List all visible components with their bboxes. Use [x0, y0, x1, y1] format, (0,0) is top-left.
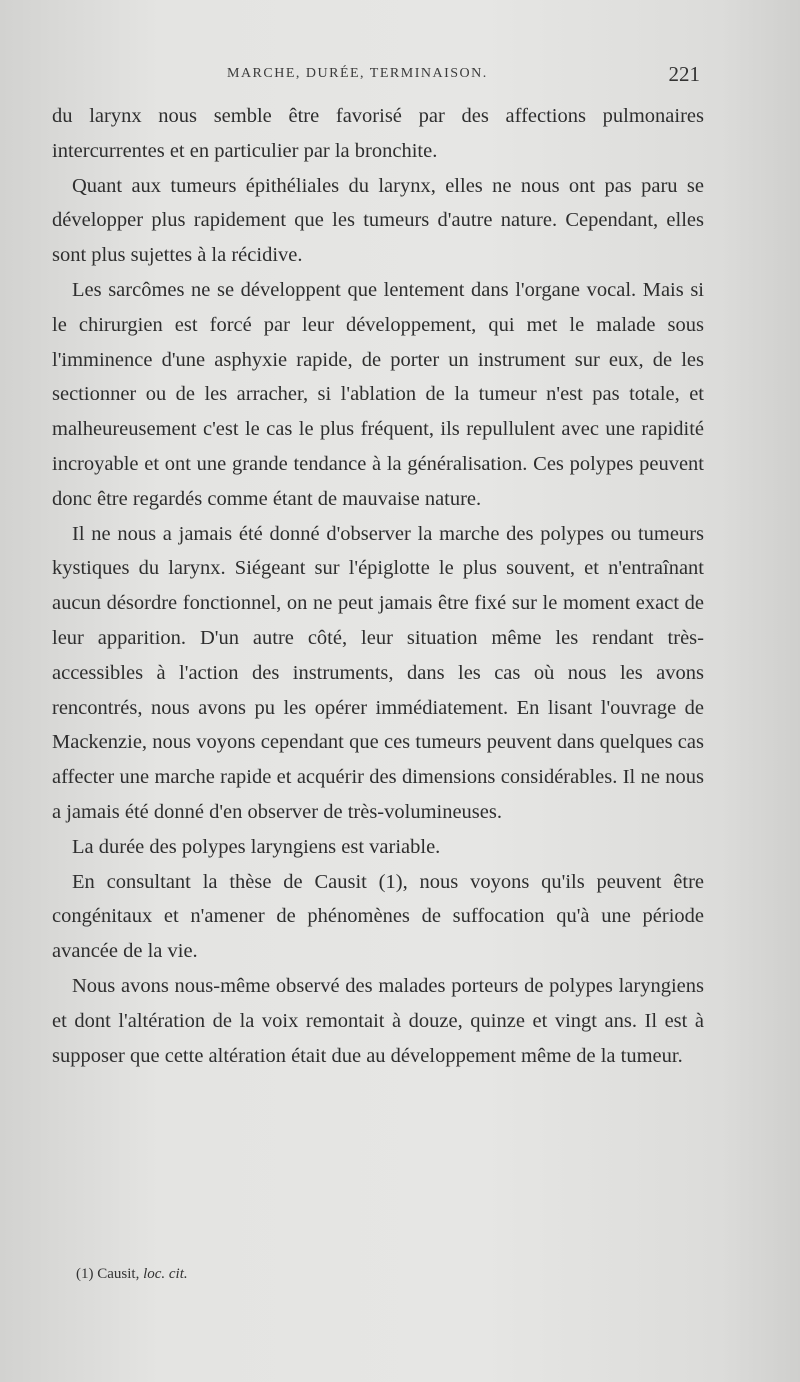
page-header [52, 62, 702, 92]
paragraph: Les sarcômes ne se développent que lentement dans l'organe vocal. Mais si le chirurgien est forcé par leur développement, qui met le malade sous l'imminence d'une asphyxie rapide, de porter un instrument sur eux, de les sectionner ou de les arracher, si l'ablation de la tumeur n'est pas totale, et malheureusement c'est le cas le plus fréquent, ils repullulent avec une rapidité incroyable et ont une grande tendance à la généralisation. Ces polypes peuvent donc être regardés comme étant de mauvaise nature. [52, 278, 704, 510]
footnote [76, 1266, 188, 1283]
paragraph: La durée des polypes laryngiens est variable. [72, 835, 441, 858]
footnote-marker: (1) Causit, [76, 1266, 140, 1282]
body-text [52, 99, 704, 1073]
paragraph: En consultant la thèse de Causit (1), nous voyons qu'ils peuvent être congénitaux et n'amener de phénomènes de suffocation qu'à une période avancée de la vie. [52, 870, 704, 963]
paragraph: Il ne nous a jamais été donné d'observer la marche des polypes ou tumeurs kystiques du larynx. Siégeant sur l'épiglotte le plus souvent, et n'entraînant aucun désordre fonctionnel, on ne peut jamais être fixé sur le moment exact de leur apparition. D'un autre côté, leur situation même les rendant très-accessibles à l'action des instruments, dans les cas où nous les avons rencontrés, nous avons pu les opérer immédiatement. En lisant l'ouvrage de Mackenzie, nous voyons cependant que ces tumeurs peuvent dans quelques cas affecter une marche rapide et acquérir des dimensions considérables. Il ne nous a jamais été donné d'en observer de très-volumineuses. [52, 522, 704, 823]
running-head: MARCHE, DURÉE, TERMINAISON. [227, 66, 488, 81]
paragraph: du larynx nous semble être favorisé par des affections pulmonaires intercurrentes et en particulier par la bronchite. [52, 105, 704, 162]
paragraph: Quant aux tumeurs épithéliales du larynx, elles ne nous ont pas paru se développer plus rapidement que les tumeurs d'autre nature. Cependant, elles sont plus sujettes à la récidive. [52, 174, 704, 267]
footnote-reference: loc. cit. [143, 1266, 188, 1282]
paragraph: Nous avons nous-même observé des malades porteurs de polypes laryngiens et dont l'altération de la voix remontait à douze, quinze et vingt ans. Il est à supposer que cette altération était due au développement même de la tumeur. [52, 974, 704, 1067]
page-number: 221 [668, 62, 700, 86]
